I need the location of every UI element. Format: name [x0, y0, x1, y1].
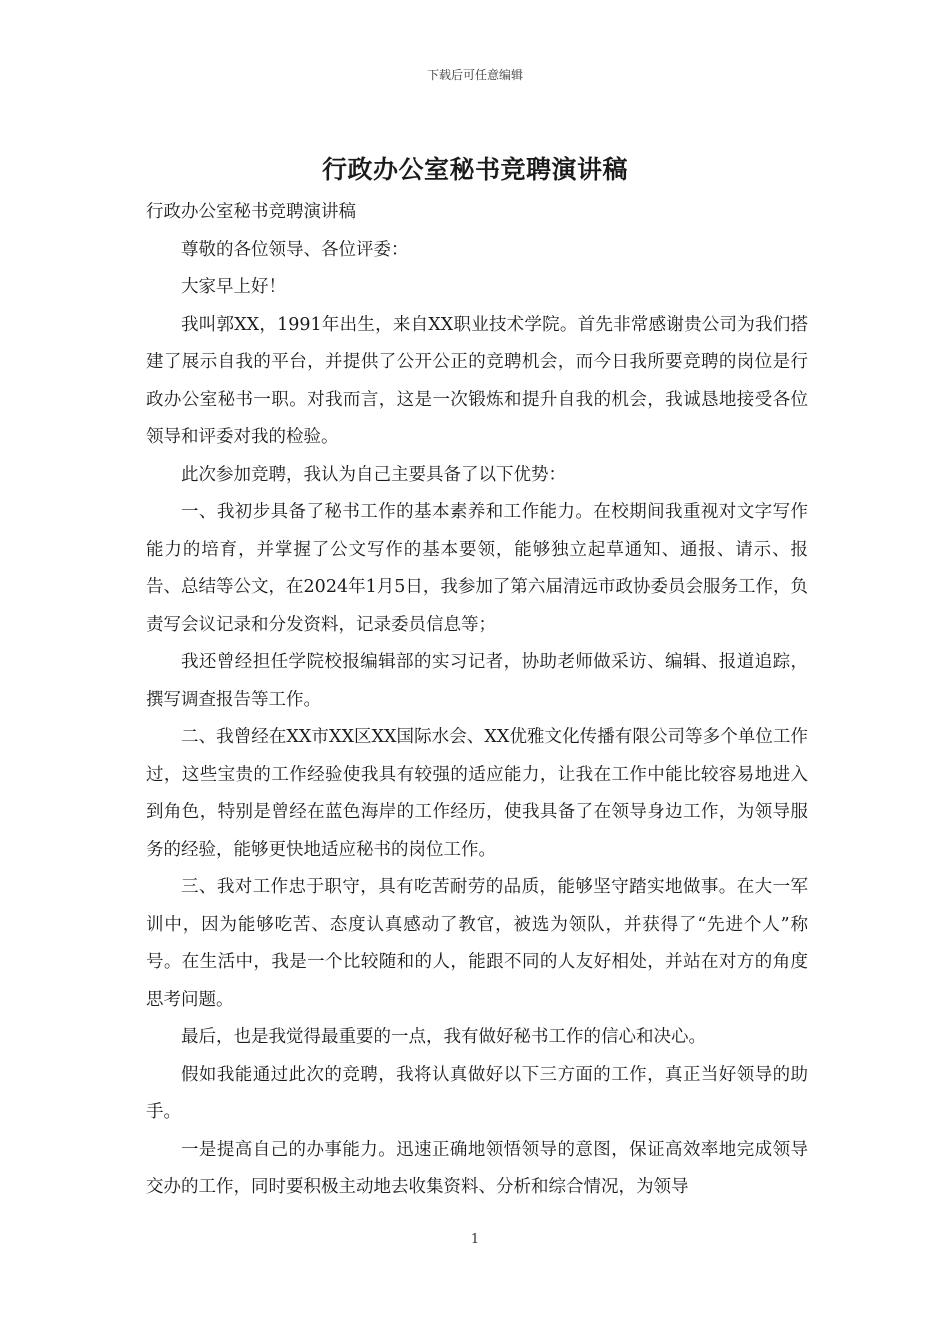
- paragraph: 此次参加竞聘，我认为自己主要具备了以下优势：: [181, 464, 566, 485]
- paragraph: 最后，也是我觉得最重要的一点，我有做好秘书工作的信心和决心。: [181, 1027, 706, 1047]
- header-note: 下载后可任意编辑: [426, 68, 523, 82]
- document-title: 行政办公室秘书竞聘演讲稿: [321, 155, 628, 184]
- paragraph-salutation: 尊敬的各位领导、各位评委：: [181, 239, 409, 260]
- paragraph: 我还曾经担任学院校报编辑部的实习记者，协助老师做采访、编辑、报道追踪，撰写调查报告等工作。: [146, 652, 808, 710]
- paragraph-greeting: 大家早上好！: [181, 277, 286, 297]
- paragraph: 一、我初步具备了秘书工作的基本素养和工作能力。在校期间我重视对文字写作能力的培育，并掌握了公文写作的基本要领，能够独立起草通知、通报、请示、报告、总结等公文，在2024年1月5日，我参加了第六届清远市政协委员会服务工作，负责写会议记录和分发资料，记录委员信息等；: [146, 502, 808, 635]
- paragraph: 二、我曾经在XX市XX区XX国际水会、XX优雅文化传播有限公司等多个单位工作过，这些宝贵的工作经验使我具有较强的适应能力，让我在工作中能比较容易地进入到角色，特别是曾经在蓝色海岸的工作经历，使我具备了在领导身边工作，为领导服务的经验，能够更快地适应秘书的岗位工作。: [146, 727, 808, 860]
- paragraph: 假如我能通过此次的竞聘，我将认真做好以下三方面的工作，真正当好领导的助手。: [146, 1064, 808, 1122]
- paragraph: 我叫郭XX，1991年出生，来自XX职业技术学院。首先非常感谢贵公司为我们搭建了展示自我的平台，并提供了公开公正的竞聘机会，而今日我所要竞聘的岗位是行政办公室秘书一职。对我而言，这是一次锻炼和提升自我的机会，我诚恳地接受各位领导和评委对我的检验。: [146, 314, 808, 447]
- paragraph-subtitle: 行政办公室秘书竞聘演讲稿: [146, 202, 356, 222]
- paragraph: 一是提高自己的办事能力。迅速正确地领悟领导的意图，保证高效率地完成领导交办的工作，同时要积极主动地去收集资料、分析和综合情况，为领导: [146, 1139, 808, 1197]
- paragraph: 三、我对工作忠于职守，具有吃苦耐劳的品质，能够坚守踏实地做事。在大一军训中，因为能够吃苦、态度认真感动了教官，被选为领队，并获得了“先进个人”称号。在生活中，我是一个比较随和的人，能跟不同的人友好相处，并站在对方的角度思考问题。: [146, 877, 808, 1010]
- document-body: [146, 194, 808, 1207]
- page-number: 1: [470, 1232, 480, 1247]
